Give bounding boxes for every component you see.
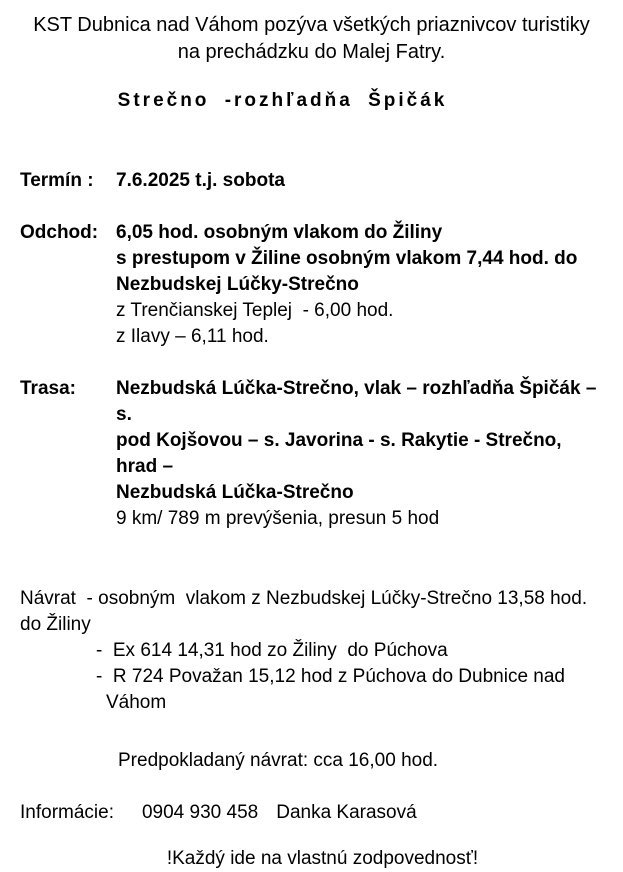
trasa-label: Trasa: — [20, 378, 76, 399]
navrat-bullet-2: - R 724 Považan 15,12 hod z Púchova do Dubnice nad — [96, 666, 565, 687]
odchod-line-4: z Trenčianskej Teplej - 6,00 hod. — [116, 300, 394, 321]
termin-label: Termín : — [20, 170, 94, 191]
navrat-line-2: do Žiliny — [20, 614, 91, 635]
trasa-content — [116, 376, 603, 532]
odchod-line-5: z Ilavy – 6,11 hod. — [116, 326, 269, 347]
informacie-contact-name: Danka Karasová — [276, 802, 417, 823]
trasa-section — [20, 376, 603, 532]
event-title: Strečno -rozhľadňa Špičák — [117, 90, 448, 111]
expected-return: Predpokladaný návrat: cca 16,00 hod. — [118, 750, 439, 771]
informacie-section — [20, 800, 603, 826]
trasa-line-3: Nezbudská Lúčka-Strečno — [116, 482, 354, 503]
footer-warning: !Každý ide na vlastnú zodpovednosť! — [166, 848, 479, 869]
header-line-2: na prechádzku do Malej Fatry. — [177, 41, 446, 63]
odchod-line-2: s prestupom v Žiline osobným vlakom 7,44 hod. do — [116, 248, 578, 269]
odchod-line-1: 6,05 hod. osobným vlakom do Žiliny — [116, 222, 443, 243]
termin-value: 7.6.2025 t.j. sobota — [116, 170, 285, 191]
trasa-line-2: pod Kojšovou – s. Javorina - s. Rakytie - Strečno, hrad – — [116, 430, 567, 477]
navrat-section — [20, 586, 603, 716]
navrat-line-1: Návrat - osobným vlakom z Nezbudskej Lúčky-Strečno 13,58 hod. — [20, 588, 588, 609]
trasa-line-4: 9 km/ 789 m prevýšenia, presun 5 hod — [116, 508, 440, 529]
odchod-label: Odchod: — [20, 222, 99, 243]
termin-section — [20, 168, 603, 194]
informacie-phone: 0904 930 458 — [141, 802, 259, 823]
odchod-line-3: Nezbudskej Lúčky-Strečno — [116, 274, 359, 295]
navrat-bullet-1: - Ex 614 14,31 hod zo Žiliny do Púchova — [96, 640, 448, 661]
informacie-label: Informácie: — [20, 802, 114, 823]
odchod-section — [20, 220, 603, 350]
header — [20, 12, 603, 66]
header-line-1: KST Dubnica nad Váhom pozýva všetkých priaznivcov turistiky — [33, 14, 590, 36]
navrat-bullet-2-continuation: Váhom — [106, 692, 167, 713]
trasa-line-1: Nezbudská Lúčka-Strečno, vlak – rozhľadňa Špičák – s. — [116, 378, 602, 425]
odchod-content — [116, 220, 603, 350]
